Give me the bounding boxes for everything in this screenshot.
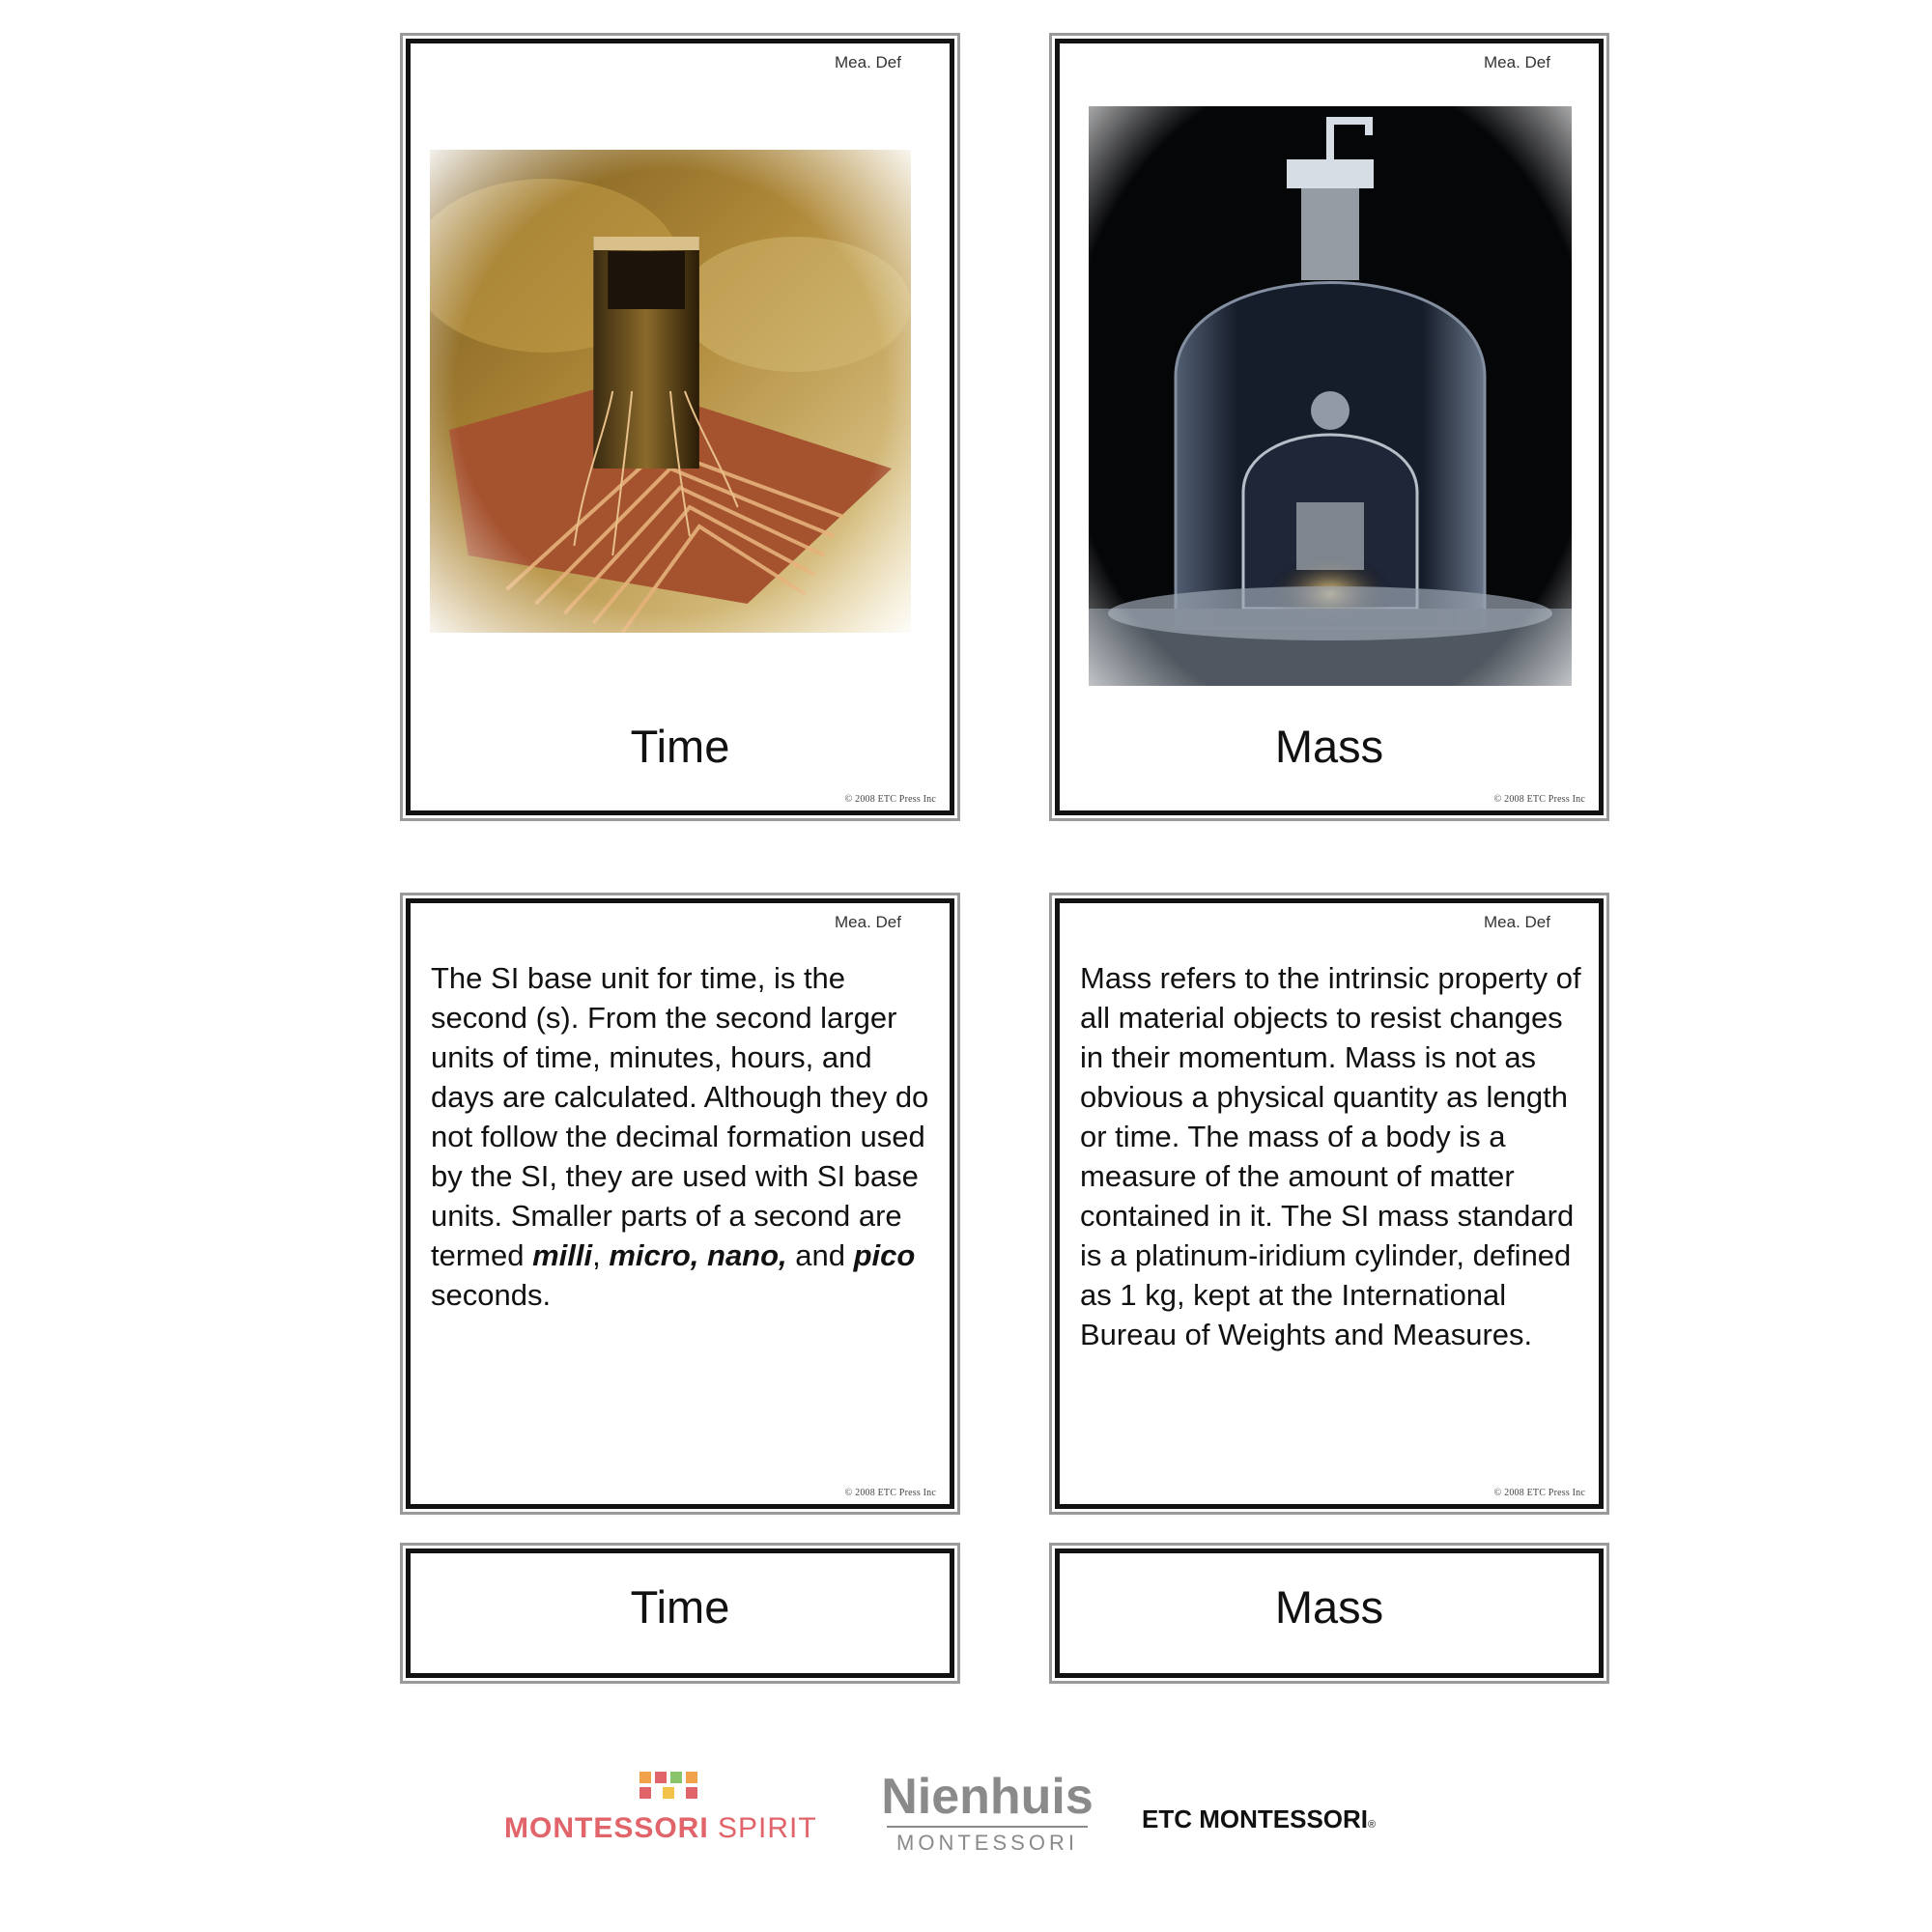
copyright-text: © 2008 ETC Press Inc [844, 794, 936, 805]
montessori-spirit-logo [504, 1770, 833, 1847]
picture-card-title: Time [630, 721, 730, 772]
definition-text-part: The SI base unit for time, is the second (s). From the second larger units of time, minutes, hours, and days are calculated. Although they do not follow the decimal formation used by the SI, they are used with SI base units. Smaller parts of a second are termed [431, 961, 929, 1272]
nienhuis-divider [887, 1826, 1088, 1828]
copyright-text: © 2008 ETC Press Inc [1493, 794, 1585, 805]
copyright-text: © 2008 ETC Press Inc [844, 1488, 936, 1498]
label-card-title: Time [630, 1581, 730, 1633]
atomic-clock-photo [430, 150, 911, 633]
montessori-spirit-logo-icon [504, 1770, 833, 1808]
kilogram-prototype-photo [1089, 106, 1572, 686]
definition-text: Mass refers to the intrinsic property of all material objects to resist changes in their momentum. Mass is not as obvious a physical quantity as length or time. The mass of a body is a measure of the amount of matter contained in it. The SI mass standard is a platinum-iridium cylinder, defined as 1 kg, kept at the International Bureau of Weights and Measures. [1080, 961, 1581, 1351]
card-tag: Mea. Def [1484, 913, 1550, 931]
nienhuis-name: Nienhuis [881, 1769, 1094, 1825]
term-pico: pico [853, 1238, 916, 1272]
definition-text-end: seconds. [431, 1278, 552, 1312]
definition-text [431, 958, 932, 1315]
card-tag: Mea. Def [835, 53, 901, 71]
logo-word-spirit: SPIRIT [718, 1812, 817, 1844]
mass-definition-card [1055, 898, 1604, 1509]
picture-card-title: Mass [1274, 721, 1384, 772]
mass-label-card [1055, 1548, 1604, 1678]
card-tag: Mea. Def [1484, 53, 1550, 71]
etc-name: ETC MONTESSORI [1142, 1804, 1369, 1833]
mass-picture-card [1055, 39, 1604, 815]
nienhuis-sub: MONTESSORI [896, 1831, 1078, 1855]
time-picture-card [406, 39, 954, 815]
term-micro-nano: micro, nano, [609, 1238, 787, 1272]
logo-word-montessori: MONTESSORI [504, 1812, 709, 1844]
term-milli: milli [532, 1238, 593, 1272]
label-card-title: Mass [1274, 1581, 1384, 1633]
registered-mark: ® [1368, 1819, 1377, 1831]
time-label-card [406, 1548, 954, 1678]
etc-montessori-logo [1142, 1804, 1376, 1834]
separator: and [786, 1238, 854, 1272]
card-tag: Mea. Def [835, 913, 901, 931]
separator: , [592, 1238, 610, 1272]
nienhuis-logo [881, 1770, 1094, 1857]
time-definition-card [406, 898, 954, 1509]
copyright-text: © 2008 ETC Press Inc [1493, 1488, 1585, 1498]
